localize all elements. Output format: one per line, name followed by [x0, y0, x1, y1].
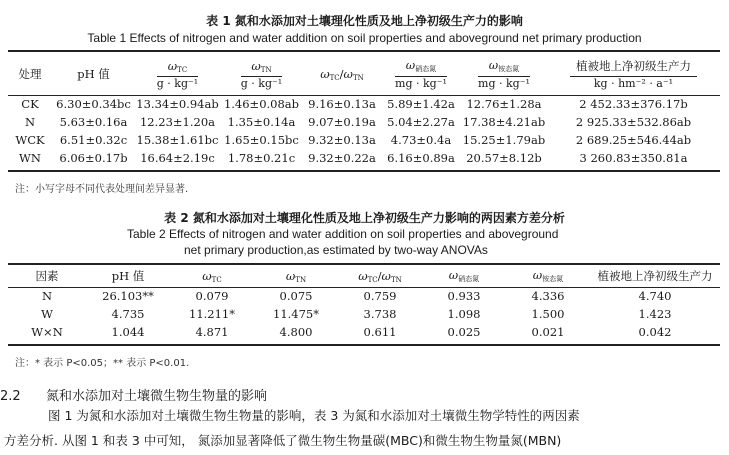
table1-cell: 12.76±1.28a — [466, 97, 542, 111]
table1-row — [8, 149, 720, 167]
header-ph: pH 值 — [77, 67, 110, 81]
table1-cell: 5.89±1.42a — [387, 97, 455, 111]
table2-cell: 4.800 — [279, 325, 313, 339]
table1-cell: 2 452.33±376.17b — [579, 97, 688, 111]
table2-body — [8, 287, 720, 341]
header-tc: $\omega_{TC}$ g · kg⁻¹ — [156, 58, 199, 90]
table1-cell: 12.23±1.20a — [139, 115, 216, 129]
table2-cell: 4.735 — [111, 307, 145, 321]
table1-cell: 16.64±2.19c — [140, 151, 215, 165]
unit-nitrate: mg · kg⁻¹ — [395, 77, 447, 90]
table2-cell: 4.336 — [531, 289, 565, 303]
table2-cell: 3.738 — [363, 307, 397, 321]
table1-cell: 9.32±0.22a — [308, 151, 376, 165]
header-nitrate: $\omega_{硝态氮}$ mg · kg⁻¹ — [395, 58, 447, 90]
table1-cell: 3 260.83±350.81a — [579, 151, 688, 165]
table2-note: 注：* 表示 P<0.05；** 表示 P<0.01. — [15, 358, 190, 369]
section-heading — [0, 385, 267, 404]
t2-header-tc: $\omega_{TC}$ — [202, 268, 222, 284]
table1-caption-en: Table 1 Effects of nitrogen and water addition on soil properties and aboveground net primary production — [87, 31, 642, 45]
table2-cell: W×N — [31, 325, 63, 339]
table1-cell: 9.16±0.13a — [308, 97, 376, 111]
table2-row — [8, 323, 720, 341]
paragraph-line-1: 图 1 为氮和水添加对土壤微生物生物量的影响，表 3 为氮和水添加对土壤微生物学特性的两因素 — [48, 408, 580, 423]
table1-cell: 1.65±0.15bc — [224, 133, 299, 147]
table2-cell: 1.423 — [638, 307, 672, 321]
table1-cell: 5.63±0.16a — [59, 115, 128, 129]
section-title: 氮和水添加对土壤微生物生物量的影响 — [46, 389, 268, 404]
table1-cell: 6.06±0.17b — [59, 151, 128, 165]
table2-cell: 26.103** — [102, 289, 154, 303]
table1-body — [8, 95, 720, 167]
table2-cell: 4.740 — [638, 289, 672, 303]
table1-bottom-rule — [8, 170, 720, 172]
table1-row — [8, 113, 720, 131]
table2-cell: 11.475* — [273, 307, 319, 321]
table2-cell: 0.025 — [447, 325, 481, 339]
table2-caption-zh: 表 2 氮和水添加对土壤理化性质及地上净初级生产力影响的两因素方差分析 — [164, 211, 565, 225]
header-anpp — [547, 53, 720, 95]
table1-cell: 20.57±8.12b — [466, 151, 542, 165]
t2-header-tn: $\omega_{TN}$ — [285, 268, 307, 284]
table1-cell: 2 925.33±532.86ab — [575, 115, 692, 129]
table2-cell: W — [41, 307, 53, 321]
table1-cell: 1.46±0.08ab — [223, 97, 300, 111]
unit-tc: g · kg⁻¹ — [156, 76, 199, 90]
tc-subscript: TC — [177, 65, 188, 74]
table2-cell: 1.098 — [447, 307, 481, 321]
table1-row — [8, 95, 720, 113]
t2-header-anpp: 植被地上净初级生产力 — [597, 269, 713, 283]
table1-header-rule — [8, 95, 720, 96]
table2-cell: 0.079 — [195, 289, 229, 303]
header-ammonium: $\omega_{铵态氮}$ mg · kg⁻¹ — [478, 58, 530, 90]
table1-cell: CK — [21, 97, 39, 111]
table2-cell: 0.759 — [363, 289, 397, 303]
table1-cell: 1.78±0.21c — [227, 151, 296, 165]
table1-header-row — [8, 53, 720, 95]
table2-cell: 0.021 — [531, 325, 565, 339]
table1-cell: WCK — [15, 133, 45, 147]
table2-row — [8, 287, 720, 305]
table1-cell: 13.34±0.94ab — [136, 97, 219, 111]
table2-cell: 0.075 — [279, 289, 313, 303]
table2-cell: 11.211* — [189, 307, 235, 321]
table2-caption-en-line2: net primary production,as estimated by two-way ANOVAs — [184, 243, 488, 257]
table1-cell: 9.32±0.13a — [308, 133, 376, 147]
table2-cell: 1.044 — [111, 325, 145, 339]
header-tc-tn-ratio: $\omega_{TC}/\omega_{TN}$ — [320, 66, 364, 82]
nitrate-subscript: 硝态氮 — [415, 65, 437, 73]
header-treatment: 处理 — [18, 67, 42, 81]
table2-cell: 4.871 — [195, 325, 229, 339]
table1-cell: 1.35±0.14a — [227, 115, 296, 129]
t2-header-ratio: $\omega_{TC}/\omega_{TN}$ — [358, 268, 402, 284]
table1-cell: 17.38±4.21ab — [462, 115, 546, 129]
table2-cell: 0.611 — [363, 325, 397, 339]
table1-cell: 6.30±0.34bc — [56, 97, 131, 111]
table2 — [8, 265, 720, 341]
t2-header-factor: 因素 — [35, 269, 59, 283]
table1-top-rule — [8, 50, 720, 52]
paragraph-line-2: 方差分析. 从图 1 和表 3 中可知， 氮添加显著降低了微生物生物量碳(MBC)和微生物生物量氮(MBN) — [4, 433, 562, 448]
tn-subscript: TN — [260, 65, 272, 74]
unit-tn: g · kg⁻¹ — [240, 76, 283, 90]
table1-cell: 9.07±0.19a — [308, 115, 376, 129]
table1-cell: WN — [19, 151, 41, 165]
table2-header-rule — [8, 287, 720, 288]
header-tn: $\omega_{TN}$ g · kg⁻¹ — [240, 58, 283, 90]
table1-cell: 5.04±2.27a — [387, 115, 455, 129]
table2-cell: 0.042 — [638, 325, 672, 339]
table1-cell: 15.38±1.61bc — [136, 133, 219, 147]
table1 — [8, 53, 720, 167]
unit-anpp: kg · hm⁻² · a⁻¹ — [593, 77, 674, 90]
table1-cell: 2 689.25±546.44ab — [575, 133, 692, 147]
t2-header-ph: pH 值 — [111, 269, 145, 283]
table1-cell: 15.25±1.79ab — [462, 133, 546, 147]
table2-header-row — [8, 265, 720, 287]
anpp-title: 植被地上净初级生产力 — [570, 58, 697, 77]
table2-row — [8, 305, 720, 323]
t2-header-ammonium: $\omega_{铵态氮}$ — [532, 268, 564, 283]
table2-caption-en-line1: Table 2 Effects of nitrogen and water addition on soil properties and aboveground — [127, 227, 559, 241]
table2-cell: N — [41, 289, 53, 303]
table1-row — [8, 131, 720, 149]
table1-cell: 6.16±0.89a — [387, 151, 455, 165]
t2-header-nitrate: $\omega_{硝态氮}$ — [448, 268, 480, 283]
table1-note: 注：小写字母不同代表处理间差异显著. — [15, 184, 189, 195]
table2-cell: 1.500 — [531, 307, 565, 321]
table1-cell: N — [24, 115, 36, 129]
table2-cell: 0.933 — [447, 289, 481, 303]
table1-cell: 4.73±0.4a — [390, 133, 452, 147]
table1-caption-zh: 表 1 氮和水添加对土壤理化性质及地上净初级生产力的影响 — [206, 14, 523, 28]
table1-cell: 6.51±0.32c — [59, 133, 128, 147]
ammonium-subscript: 铵态氮 — [498, 65, 520, 73]
unit-ammonium: mg · kg⁻¹ — [478, 77, 530, 90]
table2-bottom-rule — [8, 344, 720, 346]
section-number: 2.2 — [0, 389, 21, 404]
